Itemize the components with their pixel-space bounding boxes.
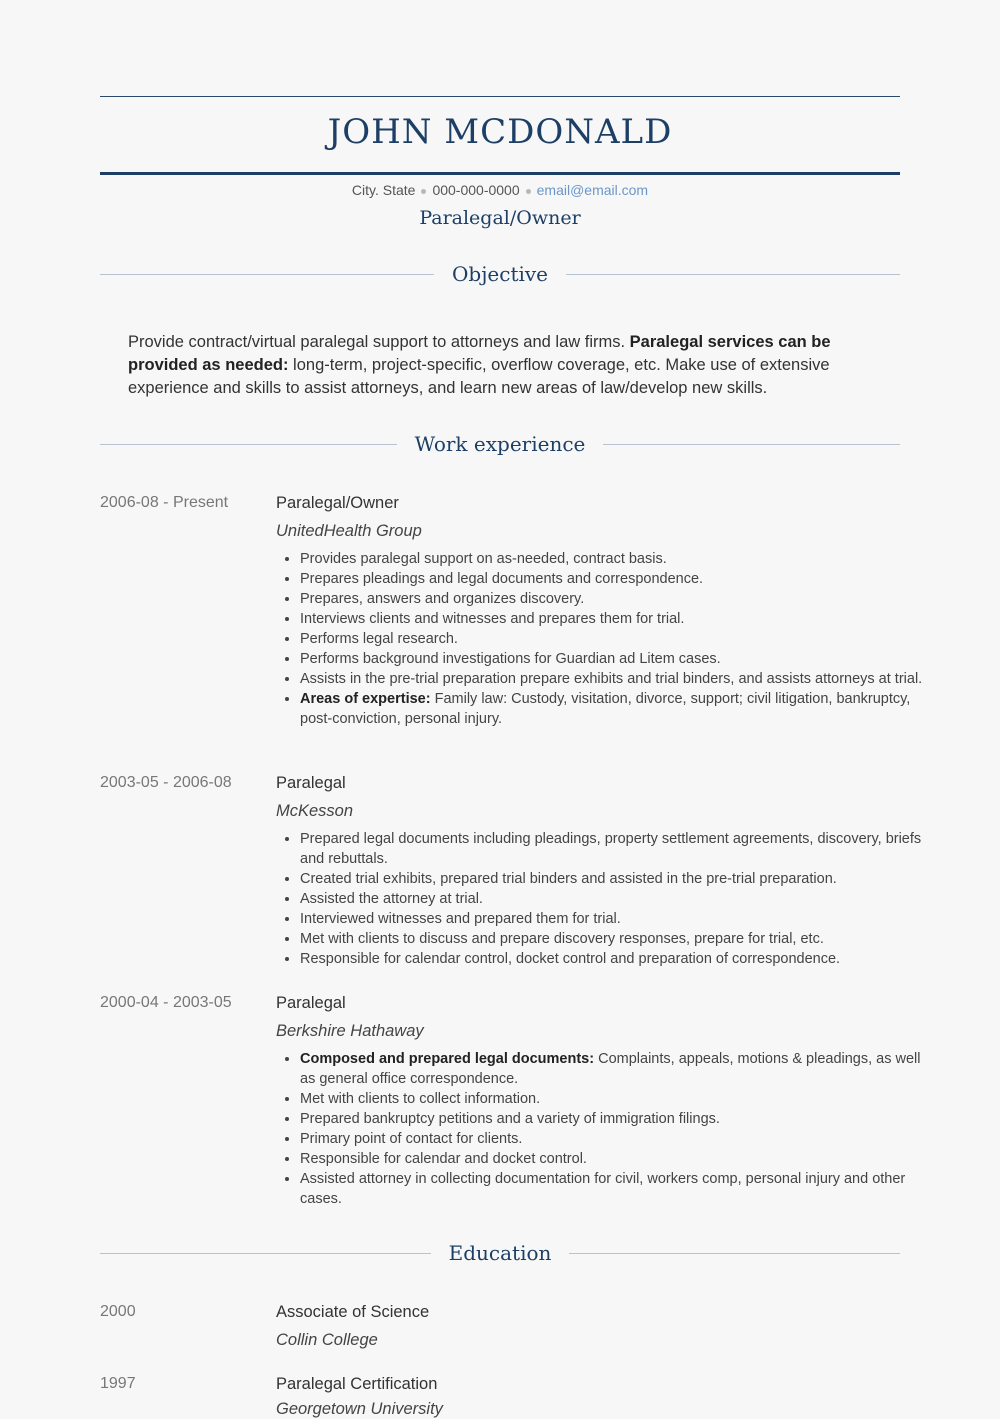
education-school: Georgetown University [276,1400,443,1418]
objective-section-header [100,259,900,289]
list-item: • Performs background investigations for Guardian ad Litem cases. [300,649,924,669]
list-item: • Created trial exhibits, prepared trial binders and assisted in the pre-trial preparation. [300,869,924,889]
section-title-objective: Objective [452,262,549,286]
list-item: • Responsible for calendar control, docket control and preparation of correspondence. [300,949,924,969]
top-rule [100,96,900,97]
list-item: • Responsible for calendar and docket control. [300,1149,924,1169]
list-item: • Provides paralegal support on as-needed, contract basis. [300,549,924,569]
list-item: • Primary point of contact for clients. [300,1129,924,1149]
list-item: • Assists in the pre-trial preparation prepare exhibits and trial binders, and assists attorneys at trial. [300,669,924,689]
objective-text: Provide contract/virtual paralegal support to attorneys and law firms. Paralegal services can be provided as needed: long-term, project-specific, overflow coverage, etc. Make use of extensive experience and skills to assist attorneys, and learn new areas of law/develop new skills. [128,333,831,397]
job-title: Paralegal [276,994,346,1012]
headline: Paralegal/Owner [419,207,581,229]
education-year: 1997 [100,1375,136,1392]
list-item: • Prepares pleadings and legal documents and correspondence. [300,569,924,589]
list-item: • Interviewed witnesses and prepared them for trial. [300,909,924,929]
job-dates: 2006-08 - Present [100,494,229,511]
section-title-education: Education [448,1241,552,1265]
section-title-work: Work experience [414,432,586,456]
contact-line [100,182,900,198]
separator-dot [526,189,531,194]
list-item: • Prepared legal documents including pleadings, property settlement agreements, discovery, briefs and rebuttals. [300,829,924,869]
list-item: • Areas of expertise: Family law: Custody, visitation, divorce, support; civil litigation, bankruptcy, post-conviction, personal injury. [300,689,924,729]
job-dates: 2003-05 - 2006-08 [100,774,232,791]
candidate-name: JOHN MCDONALD [327,112,673,152]
job-dates: 2000-04 - 2003-05 [100,994,232,1011]
job-company: UnitedHealth Group [276,522,422,540]
education-section-header [100,1238,900,1268]
job-bullets [276,549,924,729]
list-item: • Met with clients to collect information. [300,1089,924,1109]
job-bullets [276,829,924,969]
job-title: Paralegal/Owner [276,494,399,512]
list-item: • Composed and prepared legal documents: Complaints, appeals, motions & pleadings, as well as general office correspondence. [300,1049,924,1089]
name-underline [100,172,900,175]
list-item: • Prepares, answers and organizes discovery. [300,589,924,609]
education-year: 2000 [100,1303,136,1320]
education-degree: Paralegal Certification [276,1375,438,1393]
job-bullets [276,1049,924,1209]
list-item: • Met with clients to discuss and prepare discovery responses, prepare for trial, etc. [300,929,924,949]
job-company: McKesson [276,802,354,820]
list-item: • Assisted the attorney at trial. [300,889,924,909]
email-link[interactable]: email@email.com [536,182,649,198]
job-title: Paralegal [276,774,346,792]
list-item: • Performs legal research. [300,629,924,649]
list-item: • Interviews clients and witnesses and prepares them for trial. [300,609,924,629]
separator-dot [421,189,426,194]
list-item: • Prepared bankruptcy petitions and a variety of immigration filings. [300,1109,924,1129]
location: City. State [351,182,416,198]
job-company: Berkshire Hathaway [276,1022,424,1040]
work-section-header [100,429,900,459]
education-school: Collin College [276,1331,378,1349]
education-degree: Associate of Science [276,1303,430,1321]
list-item: • Assisted attorney in collecting documentation for civil, workers comp, personal injury and other cases. [300,1169,924,1209]
phone: 000-000-0000 [432,182,520,198]
